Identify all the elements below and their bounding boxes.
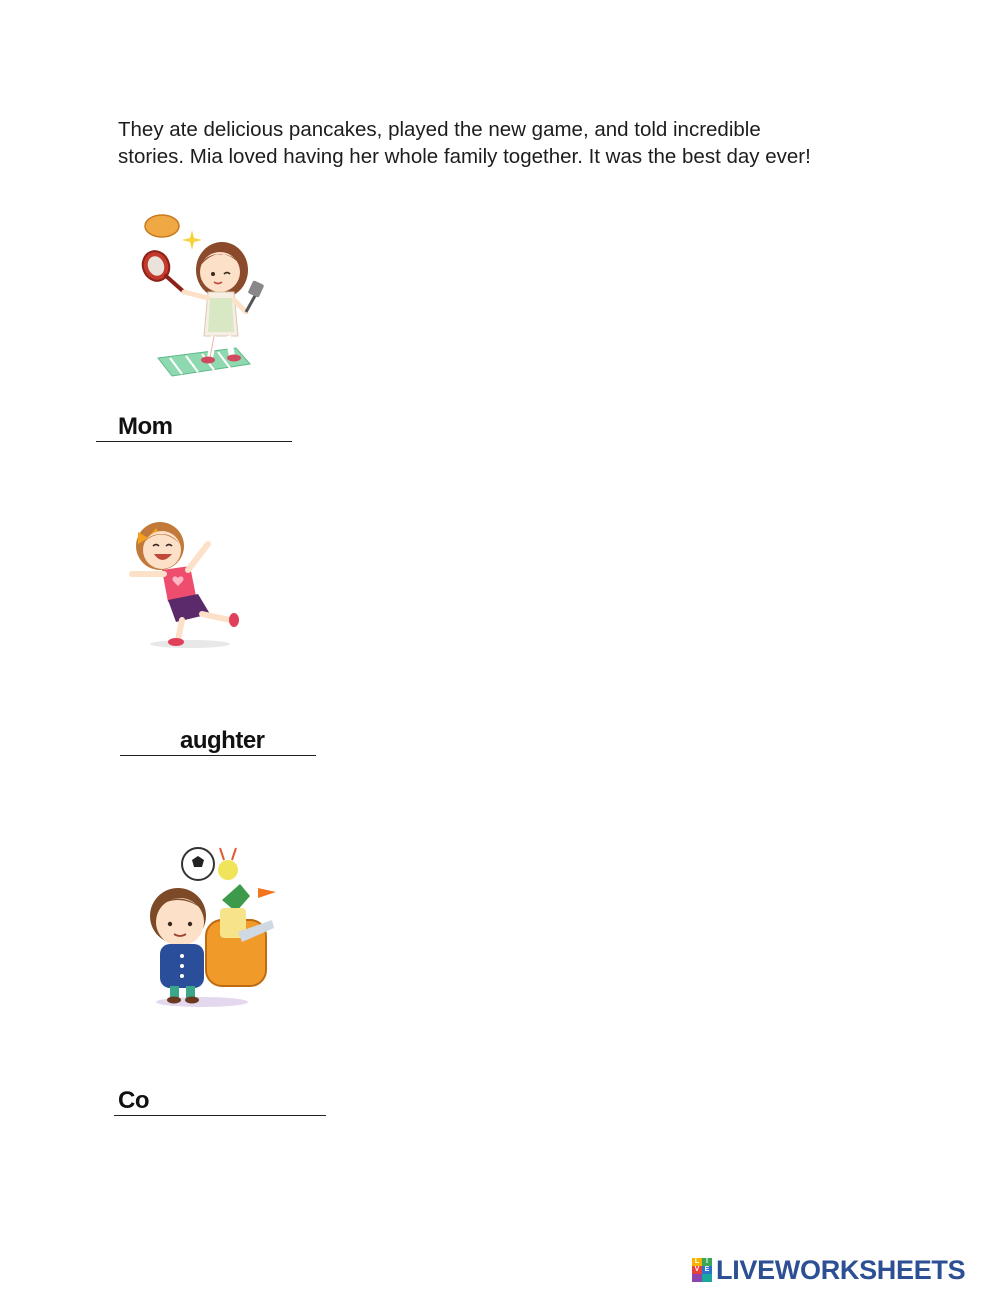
story-paragraph — [118, 116, 908, 170]
logo-badge-cell: L — [692, 1258, 702, 1266]
logo-badge-cell — [702, 1274, 712, 1282]
story-line-2: stories. Mia loved having her whole family together. It was the best day ever! — [118, 145, 811, 168]
happy-girl-image — [126, 516, 246, 650]
liveworksheets-logo — [692, 1256, 965, 1284]
story-line-1: They ate delicious pancakes, played the new game, and told incredible — [118, 118, 761, 141]
answer-field-3[interactable] — [114, 1082, 328, 1116]
answer-text: Co — [118, 1087, 149, 1114]
answer-text: Mom — [118, 413, 173, 440]
logo-badge-cell: E — [702, 1266, 712, 1274]
mom-cooking-image — [124, 208, 274, 378]
boy-with-toys-image — [140, 840, 285, 1012]
logo-badge-icon — [692, 1258, 712, 1282]
logo-badge-cell: I — [702, 1258, 712, 1266]
answer-text: aughter — [180, 727, 265, 754]
logo-badge-cell: V — [692, 1266, 702, 1274]
logo-badge-cell — [692, 1274, 702, 1282]
answer-field-1[interactable] — [96, 408, 294, 442]
logo-text: LIVEWORKSHEETS — [716, 1254, 966, 1285]
answer-field-2[interactable] — [120, 722, 318, 756]
